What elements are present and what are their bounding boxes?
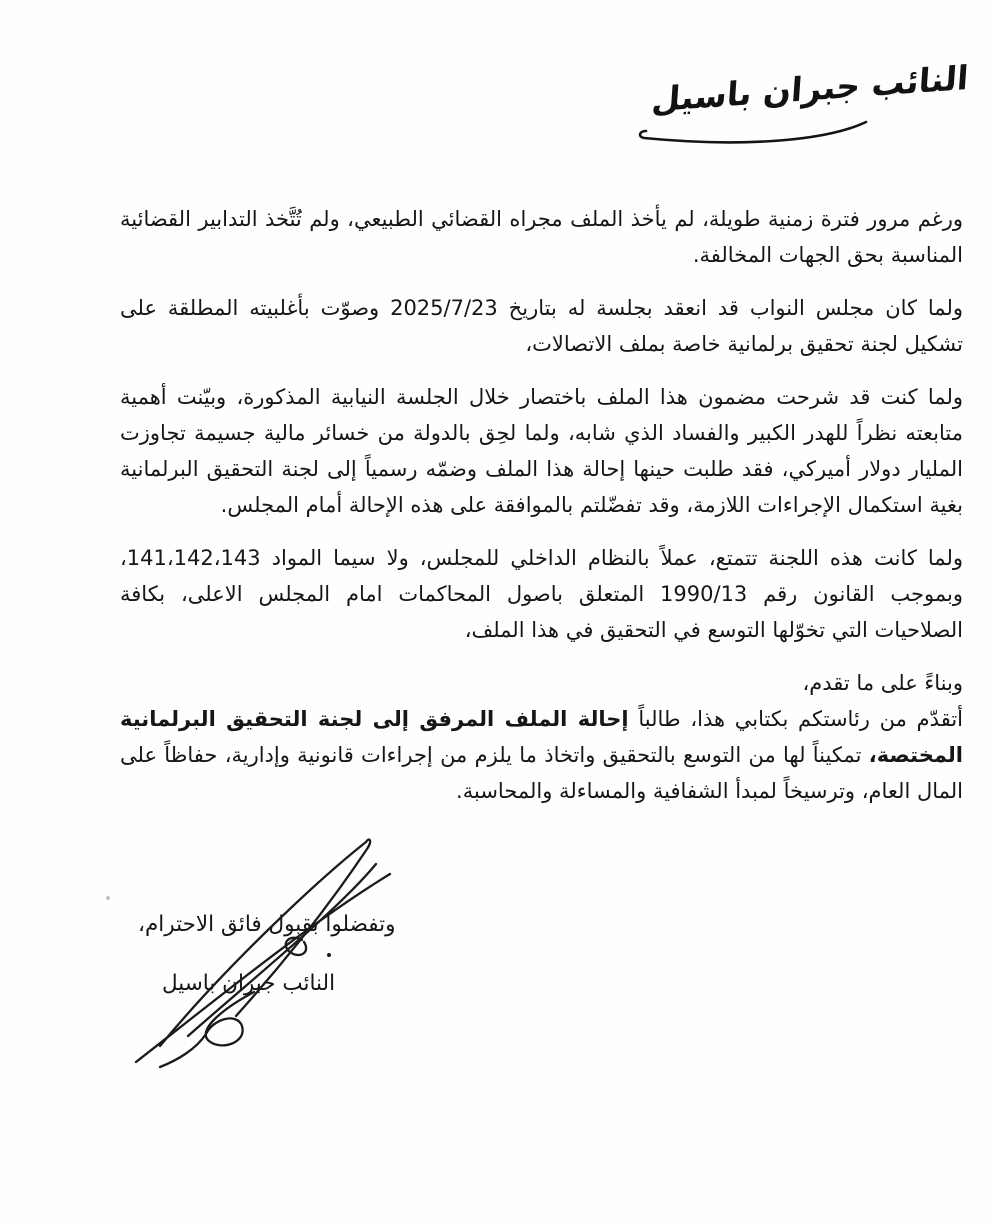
paragraph-conclusion-intro: وبناءً على ما تقدم، [802, 671, 963, 695]
closing-salutation: وتفضلوا بقبول فائق الاحترام، [138, 912, 396, 937]
request-text-bold: إحالة الملف المرفق إلى لجنة التحقيق البرلمانية المختصة، [120, 707, 963, 767]
paragraph-parliament-session: ولما كان مجلس النواب قد انعقد بجلسة له بتاريخ 2025/7/23 وصوّت بأغلبيته المطلقة على تشكيل لجنة تحقيق برلمانية خاصة بملف الاتصالات، [120, 296, 963, 356]
letter-body [120, 201, 963, 809]
paragraph-request [120, 701, 963, 809]
paragraph-file-summary: ولما كنت قد شرحت مضمون هذا الملف باختصار خلال الجلسة النيابية المذكورة، وبيّنت أهمية متابعته نظراً للهدر الكبير والفساد الذي شابه، ولما لحِق بالدولة من خسائر مالية جسيمة تجاوزت المليار دولار أميركي، فقد طلبت حينها إحالة هذا الملف وضمّه رسمياً إلى لجنة التحقيق البرلمانية بغية استكمال الإجراءات اللازمة، وقد تفضّلتم بالموافقة على هذه الإحالة أمام المجلس. [120, 385, 963, 517]
paragraph-judicial-delay: ورغم مرور فترة زمنية طويلة، لم يأخذ الملف مجراه القضائي الطبيعي، ولم تُتَّخذ التدابير القضائية المناسبة بحق الجهات المخالفة. [120, 207, 963, 267]
paragraph-committee-powers: ولما كانت هذه اللجنة تتمتع، عملاً بالنظام الداخلي للمجلس، ولا سيما المواد 141،142،143، وبموجب القانون رقم 1990/13 المتعلق باصول المحاكمات امام المجلس الاعلى، بكافة الصلاحيات التي تخوّلها التوسع في التحقيق في هذا الملف، [120, 546, 963, 642]
scan-speck [106, 896, 110, 900]
request-text-normal-tail: تمكيناً لها من التوسع بالتحقيق واتخاذ ما يلزم من إجراءات قانونية وإدارية، حفاظاً على المال العام، وترسيخاً لمبدأ الشفافية والمساءلة والمحاسبة. [120, 743, 963, 803]
handwritten-signature [116, 824, 418, 1074]
letterhead-swash-stroke [630, 118, 870, 152]
signatory-name: النائب جبران باسيل [162, 971, 336, 996]
letterhead-calligraphy: النائب جبران باسيل [650, 57, 970, 120]
request-text-normal-lead: أتقدّم من رئاستكم بكتابي هذا، طالباً [628, 707, 963, 731]
